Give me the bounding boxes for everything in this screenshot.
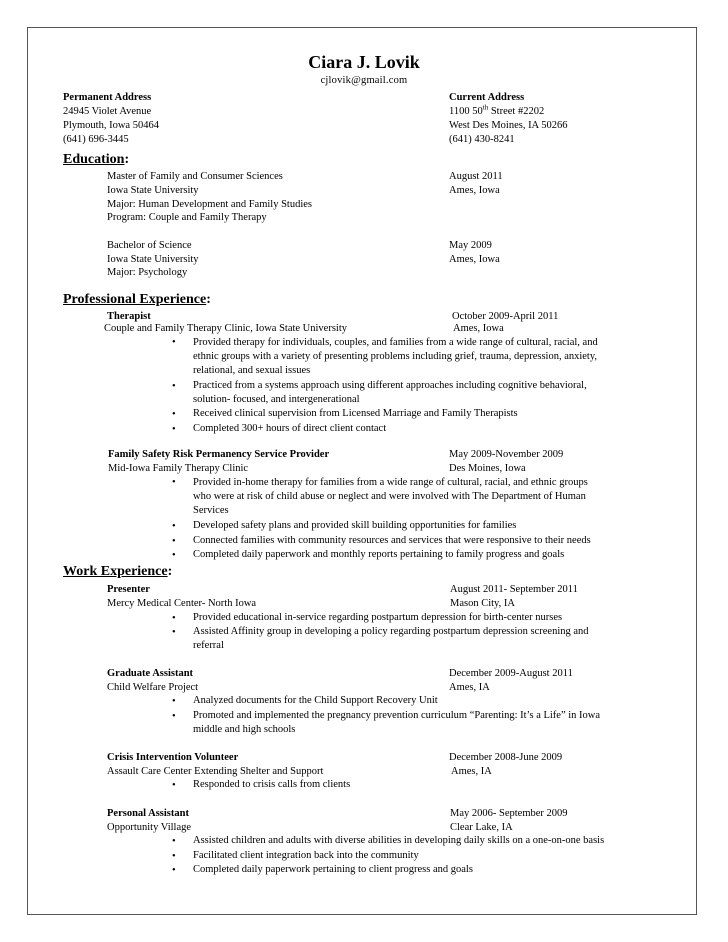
degree-1-location: Ames, Iowa (449, 185, 500, 196)
bullet-icon: • (172, 381, 176, 392)
permanent-phone: (641) 696-3445 (63, 134, 129, 145)
degree-2-date: May 2009 (449, 240, 492, 251)
job-location: Ames, IA (449, 682, 490, 693)
permanent-street: 24945 Violet Avenue (63, 106, 152, 117)
current-street: 1100 50th Street #2202 (449, 103, 545, 117)
bullet-text: Responded to crisis calls from clients (193, 779, 351, 790)
bullet-icon: • (172, 851, 176, 862)
bullet-text: Provided educational in-service regarding postpartum depression for birth-center nurses (193, 612, 563, 623)
bullet-icon: • (172, 711, 176, 722)
job-title: Family Safety Risk Permanency Service Provider (108, 449, 330, 460)
bullet-icon: • (172, 696, 176, 707)
bullet-text: Analyzed documents for the Child Support Recovery Unit (193, 695, 438, 706)
bullet-text: Assisted Affinity group in developing a policy regarding postpartum depression screening and referral (193, 626, 589, 651)
education-heading: Education: (63, 152, 130, 167)
degree-1-major: Major: Human Development and Family Studies (107, 199, 313, 210)
job-title: Therapist (107, 311, 151, 322)
bullet-text: Provided therapy for individuals, couples, and families from a wide range of cultural, racial, and ethnic groups with a variety of presenting problems including grief, trauma, depression, anxiety, relational, and sexual issues (193, 337, 598, 376)
job-date: December 2008-June 2009 (449, 752, 563, 763)
bullet-text: Connected families with community resources and services that were responsive to their needs (193, 535, 591, 546)
job-title: Crisis Intervention Volunteer (107, 752, 239, 763)
email-address[interactable]: cjlovik@gmail.com (320, 75, 408, 86)
bullet-icon: • (172, 865, 176, 876)
bullet-text: Received clinical supervision from Licensed Marriage and Family Therapists (193, 408, 518, 419)
bullet-icon: • (172, 424, 176, 435)
current-phone: (641) 430-8241 (449, 134, 515, 145)
degree-1-name: Master of Family and Consumer Sciences (107, 171, 283, 182)
degree-1-program: Program: Couple and Family Therapy (107, 212, 267, 223)
bullet-icon: • (172, 536, 176, 547)
bullet-text: Completed daily paperwork pertaining to client progress and goals (193, 864, 473, 875)
job-location: Ames, Iowa (453, 323, 504, 334)
bullet-text: Promoted and implemented the pregnancy prevention curriculum “Parenting: It’s a Life” in Iowa middle and high schools (193, 710, 601, 735)
bullet-icon: • (172, 780, 176, 791)
work-experience-heading: Work Experience: (63, 564, 173, 579)
bullet-icon: • (172, 409, 176, 420)
degree-2-major: Major: Psychology (107, 267, 188, 278)
bullet-text: Assisted children and adults with diverse abilities in developing daily skills on a one-on-one basis (193, 835, 605, 846)
bullet-icon: • (172, 627, 176, 638)
bullet-text: Practiced from a systems approach using different approaches including cognitive behavioral, solution- focused, and intergenerational (193, 380, 587, 405)
degree-2-name: Bachelor of Science (107, 240, 192, 251)
bullet-text: Completed daily paperwork and monthly reports pertaining to family progress and goals (193, 549, 565, 560)
job-title: Presenter (107, 584, 150, 595)
job-organization: Assault Care Center Extending Shelter and Support (107, 766, 324, 777)
bullet-text: Completed 300+ hours of direct client contact (193, 423, 387, 434)
bullet-text: Developed safety plans and provided skill building opportunities for families (193, 520, 517, 531)
job-date: October 2009-April 2011 (452, 311, 559, 322)
bullet-icon: • (172, 477, 176, 488)
job-title: Personal Assistant (107, 808, 189, 819)
bullet-icon: • (172, 550, 176, 561)
candidate-name: Ciara J. Lovik (308, 52, 420, 72)
bullet-text: Facilitated client integration back into the community (193, 850, 419, 861)
bullet-text: Provided in-home therapy for families from a wide range of cultural, racial, and ethnic groups who were at risk of child abuse or neglect and were involved with The Department of Human Services (193, 477, 588, 516)
degree-1-date: August 2011 (449, 171, 503, 182)
job-title: Graduate Assistant (107, 668, 194, 679)
degree-2-school: Iowa State University (107, 254, 199, 265)
professional-experience-heading: Professional Experience: (63, 292, 211, 307)
current-city: West Des Moines, IA 50266 (449, 120, 568, 131)
bullet-icon: • (172, 613, 176, 624)
job-date: May 2009-November 2009 (449, 449, 564, 460)
bullet-icon: • (172, 836, 176, 847)
job-location: Mason City, IA (450, 598, 515, 609)
job-organization: Mercy Medical Center- North Iowa (107, 598, 257, 609)
job-organization: Opportunity Village (107, 822, 192, 833)
bullet-icon: • (172, 521, 176, 532)
job-organization: Mid-Iowa Family Therapy Clinic (108, 463, 249, 474)
current-address-title: Current Address (449, 92, 525, 103)
job-date: December 2009-August 2011 (449, 668, 573, 679)
job-location: Ames, IA (451, 766, 492, 777)
bullet-icon: • (172, 337, 176, 348)
job-location: Clear Lake, IA (450, 822, 513, 833)
degree-1-school: Iowa State University (107, 185, 199, 196)
job-location: Des Moines, Iowa (449, 463, 526, 474)
job-date: August 2011- September 2011 (450, 584, 578, 595)
degree-2-location: Ames, Iowa (449, 254, 500, 265)
job-date: May 2006- September 2009 (450, 808, 568, 819)
permanent-address-title: Permanent Address (63, 92, 152, 103)
permanent-city: Plymouth, Iowa 50464 (63, 120, 159, 131)
job-organization: Child Welfare Project (107, 682, 199, 693)
job-organization: Couple and Family Therapy Clinic, Iowa State University (104, 323, 348, 334)
